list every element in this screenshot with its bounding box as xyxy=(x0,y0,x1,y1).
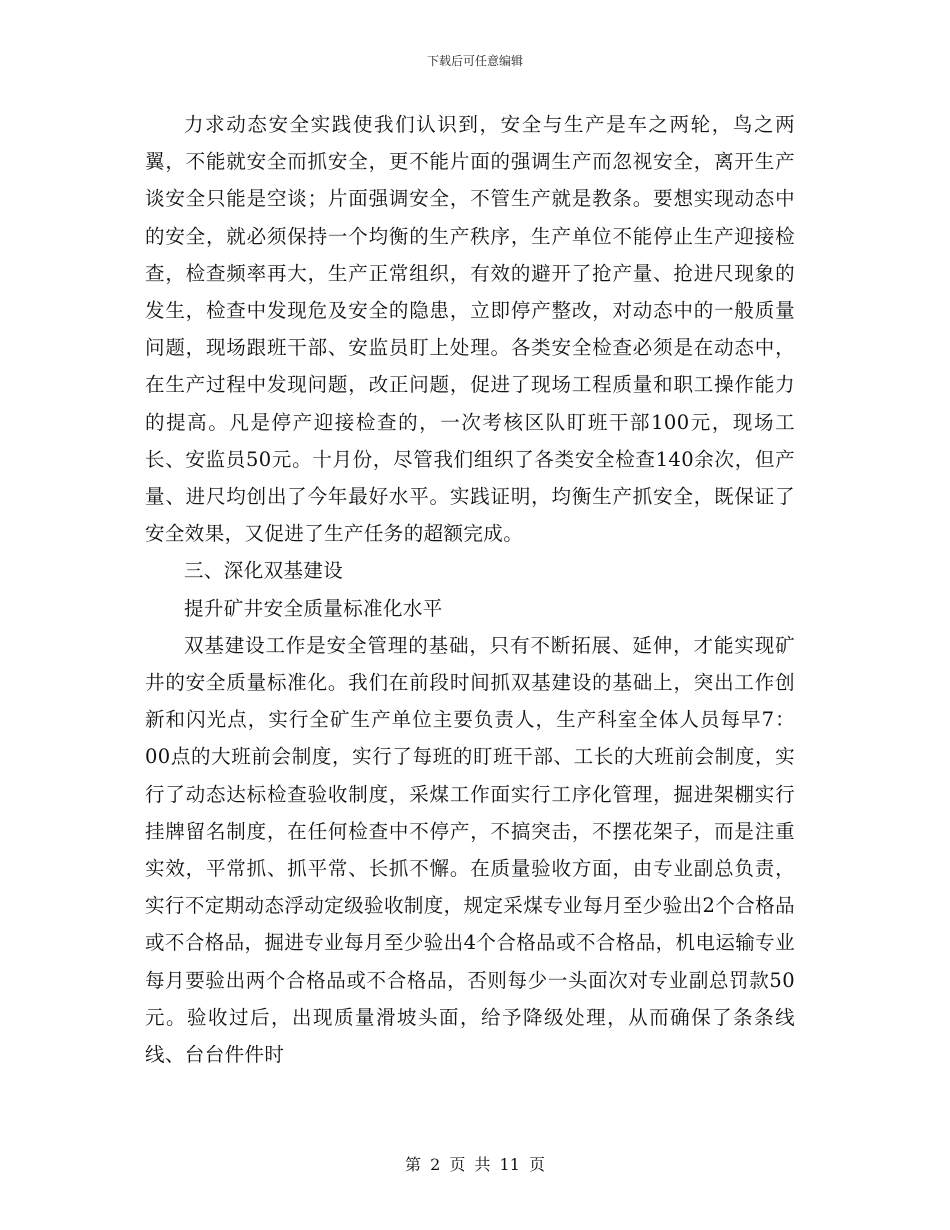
page-header-note: 下载后可任意编辑 xyxy=(426,54,523,68)
document-body xyxy=(145,106,795,1073)
paragraph-dual-foundation: 双基建设工作是安全管理的基础，只有不断拓展、延伸，才能实现矿井的安全质量标准化。我们在前段时间抓双基建设的基础上，突出工作创新和闪光点，实行全矿生产单位主要负责人，生产科室全体人员每早7：00点的大班前会制度，实行了每班的盯班干部、工长的大班前会制度，实行了动态达标检查验收制度，采煤工作面实行工序化管理，掘进架棚实行挂牌留名制度，在任何检查中不停产，不搞突击，不摆花架子，而是注重实效，平常抓、抓平常、长抓不懈。在质量验收方面，由专业副总负责，实行不定期动态浮动定级验收制度，规定采煤专业每月至少验出2个合格品或不合格品，掘进专业每月至少验出4个合格品或不合格品，机电运输专业每月要验出两个合格品或不合格品，否则每少一头面次对专业副总罚款50元。验收过后，出现质量滑坡头面，给予降级处理，从而确保了条条线线、台台件件时 xyxy=(145,633,795,1067)
page-number-footer: 第 2 页 共 11 页 xyxy=(405,1155,545,1174)
section-subheading: 提升矿井安全质量标准化水平 xyxy=(184,596,443,620)
section-heading: 三、深化双基建设 xyxy=(184,559,344,583)
paragraph-dynamic-safety: 力求动态安全实践使我们认识到，安全与生产是车之两轮，鸟之两翼，不能就安全而抓安全，更不能片面的强调生产而忽视安全，离开生产谈安全只能是空谈；片面强调安全，不管生产就是教条。要想实现动态中的安全，就必须保持一个均衡的生产秩序，生产单位不能停止生产迎接检查，检查频率再大，生产正常组织，有效的避开了抢产量、抢进尺现象的发生，检查中发现危及安全的隐患，立即停产整改，对动态中的一般质量问题，现场跟班干部、安监员盯上处理。各类安全检查必须是在动态中，在生产过程中发现问题，改正问题，促进了现场工程质量和职工操作能力的提高。凡是停产迎接检查的，一次考核区队盯班干部100元，现场工长、安监员50元。十月份，尽管我们组织了各类安全检查140余次，但产量、进尺均创出了今年最好水平。实践证明，均衡生产抓安全，既保证了安全效果，又促进了生产任务的超额完成。 xyxy=(145,113,795,546)
